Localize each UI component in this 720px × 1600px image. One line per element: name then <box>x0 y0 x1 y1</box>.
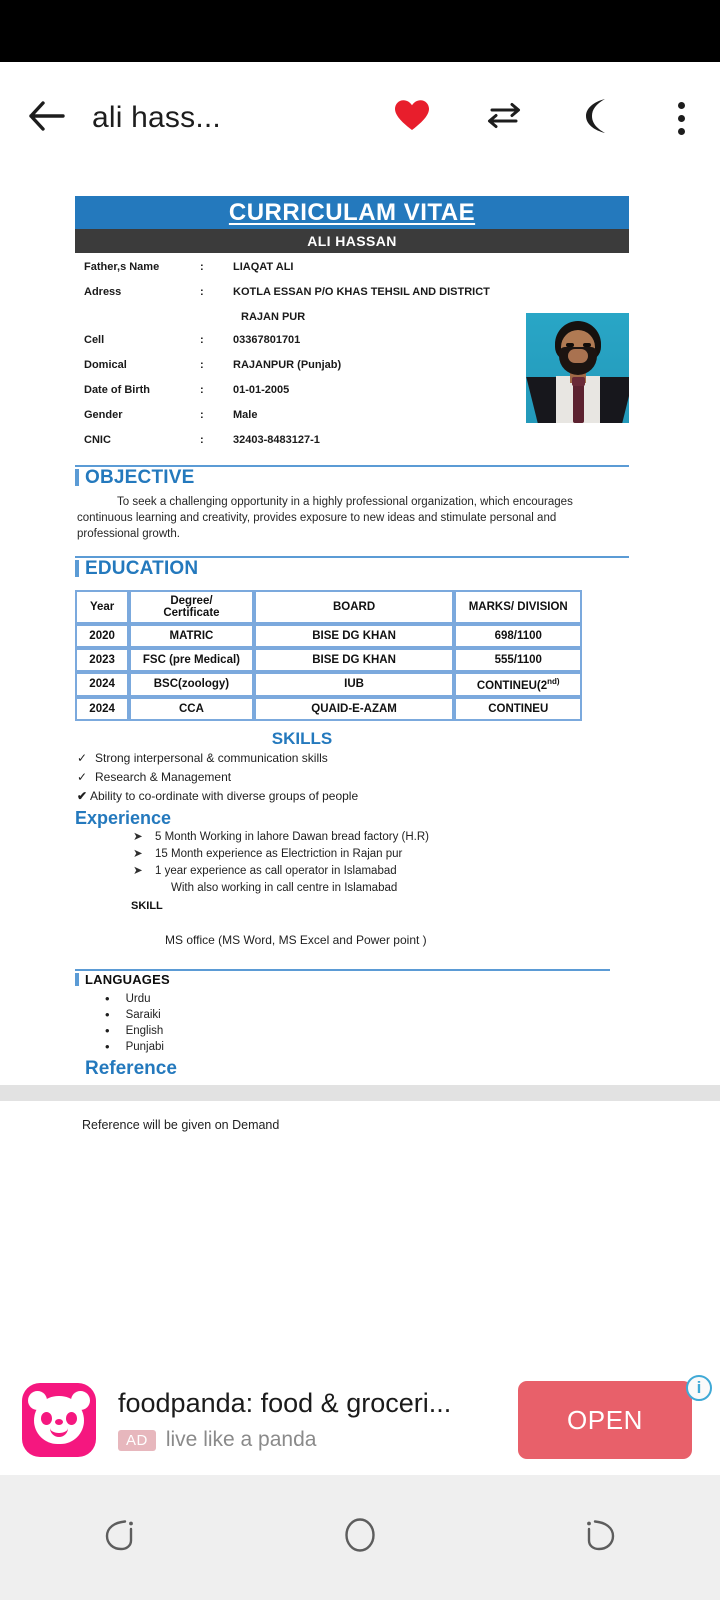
ad-badge: AD <box>118 1430 156 1451</box>
ad-info-icon[interactable]: i <box>686 1375 712 1401</box>
experience-item <box>75 846 629 863</box>
info-value: LIAQAT ALI <box>233 261 294 273</box>
favorite-button[interactable] <box>366 99 458 137</box>
cell-degree: FSC (pre Medical) <box>129 648 253 672</box>
language-text: Saraiki <box>125 1008 161 1021</box>
list-item <box>75 1007 629 1023</box>
experience-item <box>75 829 629 846</box>
back-button[interactable] <box>0 99 92 138</box>
cell-marks: 555/1100 <box>454 648 582 672</box>
info-separator: : <box>200 359 204 371</box>
cell-marks-text: CONTINEU(2 <box>476 679 548 692</box>
info-row <box>75 261 629 286</box>
home-icon <box>341 1515 379 1560</box>
section-title: LANGUAGES <box>85 971 170 987</box>
list-item <box>75 1039 629 1055</box>
back-nav-icon <box>583 1516 617 1559</box>
skills-heading: SKILLS <box>271 728 333 748</box>
recent-apps-button[interactable] <box>60 1475 180 1600</box>
column-header-marks: MARKS/ DIVISION <box>454 590 582 624</box>
back-button-nav[interactable] <box>540 1475 660 1600</box>
info-value: RAJANPUR (Punjab) <box>233 359 342 371</box>
info-separator: : <box>200 286 204 298</box>
cell-board: QUAID-E-AZAM <box>254 697 455 721</box>
cv-title-text: CURRICULAM VITAE <box>228 198 476 226</box>
experience-text: 5 Month Working in lahore Dawan bread factory (H.R) <box>155 830 429 843</box>
arrow-bullet-icon: ➤ <box>133 830 143 843</box>
ad-title: foodpanda: food & groceri... <box>118 1388 452 1418</box>
cell-marks: 698/1100 <box>454 624 582 648</box>
night-mode-button[interactable] <box>550 97 642 140</box>
skill-text: Research & Management <box>95 769 232 784</box>
recent-apps-icon <box>103 1516 137 1559</box>
page-title: ali hass... <box>92 101 221 134</box>
info-row <box>75 286 629 311</box>
skill-text: Strong interpersonal & communication skills <box>95 750 328 765</box>
cv-name-bar <box>75 229 629 253</box>
language-text: English <box>125 1024 164 1037</box>
info-separator: : <box>200 434 204 446</box>
ad-subtitle-row <box>118 1428 518 1452</box>
status-bar <box>0 0 720 62</box>
experience-text: 15 Month experience as Electriction in Rajan pur <box>155 847 403 860</box>
cell-marks-sup: nd) <box>547 677 560 686</box>
table-header-row <box>75 590 582 624</box>
info-separator: : <box>200 261 204 273</box>
cv-name-text: ALI HASSAN <box>307 233 397 249</box>
table-row <box>75 648 582 672</box>
ad-banner[interactable] <box>0 1365 720 1475</box>
info-value: 32403-8483127-1 <box>233 434 320 446</box>
swap-button[interactable] <box>458 101 550 136</box>
section-title: OBJECTIVE <box>85 467 195 488</box>
swap-arrows-icon <box>484 101 524 136</box>
table-row <box>75 624 582 648</box>
check-icon: ✔ <box>77 788 88 803</box>
skill-item <box>75 787 629 806</box>
skill-subheading: SKILL <box>131 899 163 912</box>
info-value: RAJAN PUR <box>241 311 306 323</box>
column-header-degree <box>129 590 253 624</box>
info-row <box>75 434 629 459</box>
app-icon <box>22 1383 96 1457</box>
info-label: Adress <box>84 286 122 298</box>
cell-marks: CONTINEU <box>454 697 582 721</box>
info-value: 01-01-2005 <box>233 384 290 396</box>
arrow-bullet-icon: ➤ <box>133 864 143 877</box>
info-label: Cell <box>84 334 105 346</box>
check-icon: ✓ <box>77 769 88 784</box>
section-education <box>75 556 629 721</box>
column-header-degree-line1: Degree/ <box>170 595 213 607</box>
info-separator: : <box>200 334 204 346</box>
cell-year: 2020 <box>75 624 129 648</box>
page-separator <box>0 1085 720 1101</box>
system-navigation-bar <box>0 1475 720 1600</box>
personal-info <box>75 253 629 459</box>
home-button[interactable] <box>300 1475 420 1600</box>
app-toolbar <box>0 62 720 174</box>
section-header <box>75 467 629 489</box>
favorite-heart-icon <box>394 99 430 137</box>
cell-year: 2024 <box>75 672 129 697</box>
column-header-year: Year <box>75 590 129 624</box>
info-label: Domical <box>84 359 127 371</box>
languages-list <box>75 989 629 1055</box>
objective-line-2: continuous learning and creativity, provides exposure to new ideas and stimulate personal and <box>77 512 557 524</box>
info-label: Father,s Name <box>84 261 160 273</box>
cell-degree: BSC(zoology) <box>129 672 253 697</box>
list-item <box>75 991 629 1007</box>
arrow-bullet-icon: ➤ <box>133 847 143 860</box>
section-languages <box>75 969 629 1055</box>
ms-office-text: MS office (MS Word, MS Excel and Power point ) <box>165 932 427 947</box>
info-label: CNIC <box>84 434 111 446</box>
info-value: Male <box>233 409 258 421</box>
experience-text: 1 year experience as call operator in Islamabad <box>155 864 397 877</box>
bullet-icon: • <box>105 1038 110 1054</box>
ad-text-block <box>118 1388 518 1452</box>
list-item <box>75 1023 629 1039</box>
language-text: Urdu <box>125 992 151 1005</box>
document-page-2 <box>0 1101 720 1340</box>
ad-open-button[interactable] <box>518 1381 692 1459</box>
bullet-icon: • <box>105 990 110 1006</box>
ad-open-label: OPEN <box>566 1404 644 1435</box>
column-header-degree-line2: Certificate <box>163 607 220 619</box>
language-text: Punjabi <box>125 1040 164 1053</box>
column-header-board: BOARD <box>254 590 455 624</box>
ad-subtitle: live like a panda <box>165 1428 317 1451</box>
cv-title-bar <box>75 196 629 229</box>
check-icon: ✓ <box>77 750 88 765</box>
cell-year: 2024 <box>75 697 129 721</box>
education-table <box>75 590 582 721</box>
info-value: 03367801701 <box>233 334 301 346</box>
table-row <box>75 697 582 721</box>
bullet-icon: • <box>105 1022 110 1038</box>
info-label: Date of Birth <box>84 384 150 396</box>
info-value: KOTLA ESSAN P/O KHAS TEHSIL AND DISTRICT <box>233 286 490 298</box>
objective-line-1: To seek a challenging opportunity in a highly professional organization, which encourages <box>117 496 573 508</box>
reference-demand-text: Reference will be given on Demand <box>82 1118 280 1132</box>
info-separator: : <box>200 384 204 396</box>
section-objective <box>75 465 629 550</box>
skill-item <box>75 749 629 768</box>
section-header <box>75 558 629 580</box>
info-label: Gender <box>84 409 123 421</box>
avatar <box>526 313 629 423</box>
info-separator: : <box>200 409 204 421</box>
experience-item <box>75 863 629 880</box>
skill-text: Ability to co-ordinate with diverse groups of people <box>90 788 359 803</box>
objective-text <box>75 489 629 550</box>
cv-document <box>75 196 629 1080</box>
skill-item <box>75 768 629 787</box>
objective-line-3: professional growth. <box>77 528 180 540</box>
cell-board: BISE DG KHAN <box>254 648 455 672</box>
section-title: EDUCATION <box>85 558 199 579</box>
toolbar-actions <box>366 97 720 140</box>
reference-heading: Reference <box>85 1057 177 1079</box>
cell-marks <box>454 672 582 697</box>
night-mode-moon-icon <box>579 97 613 140</box>
overflow-menu-button[interactable] <box>642 102 720 135</box>
bullet-icon: • <box>105 1006 110 1022</box>
cell-degree: MATRIC <box>129 624 253 648</box>
experience-subnote: With also working in call centre in Islamabad <box>171 881 398 894</box>
cell-degree: CCA <box>129 697 253 721</box>
cell-board: BISE DG KHAN <box>254 624 455 648</box>
overflow-menu-icon <box>678 102 685 135</box>
table-row <box>75 672 582 697</box>
back-arrow-icon <box>27 99 65 138</box>
cell-board: IUB <box>254 672 455 697</box>
cell-year: 2023 <box>75 648 129 672</box>
section-header <box>75 971 629 989</box>
experience-heading: Experience <box>75 807 172 828</box>
